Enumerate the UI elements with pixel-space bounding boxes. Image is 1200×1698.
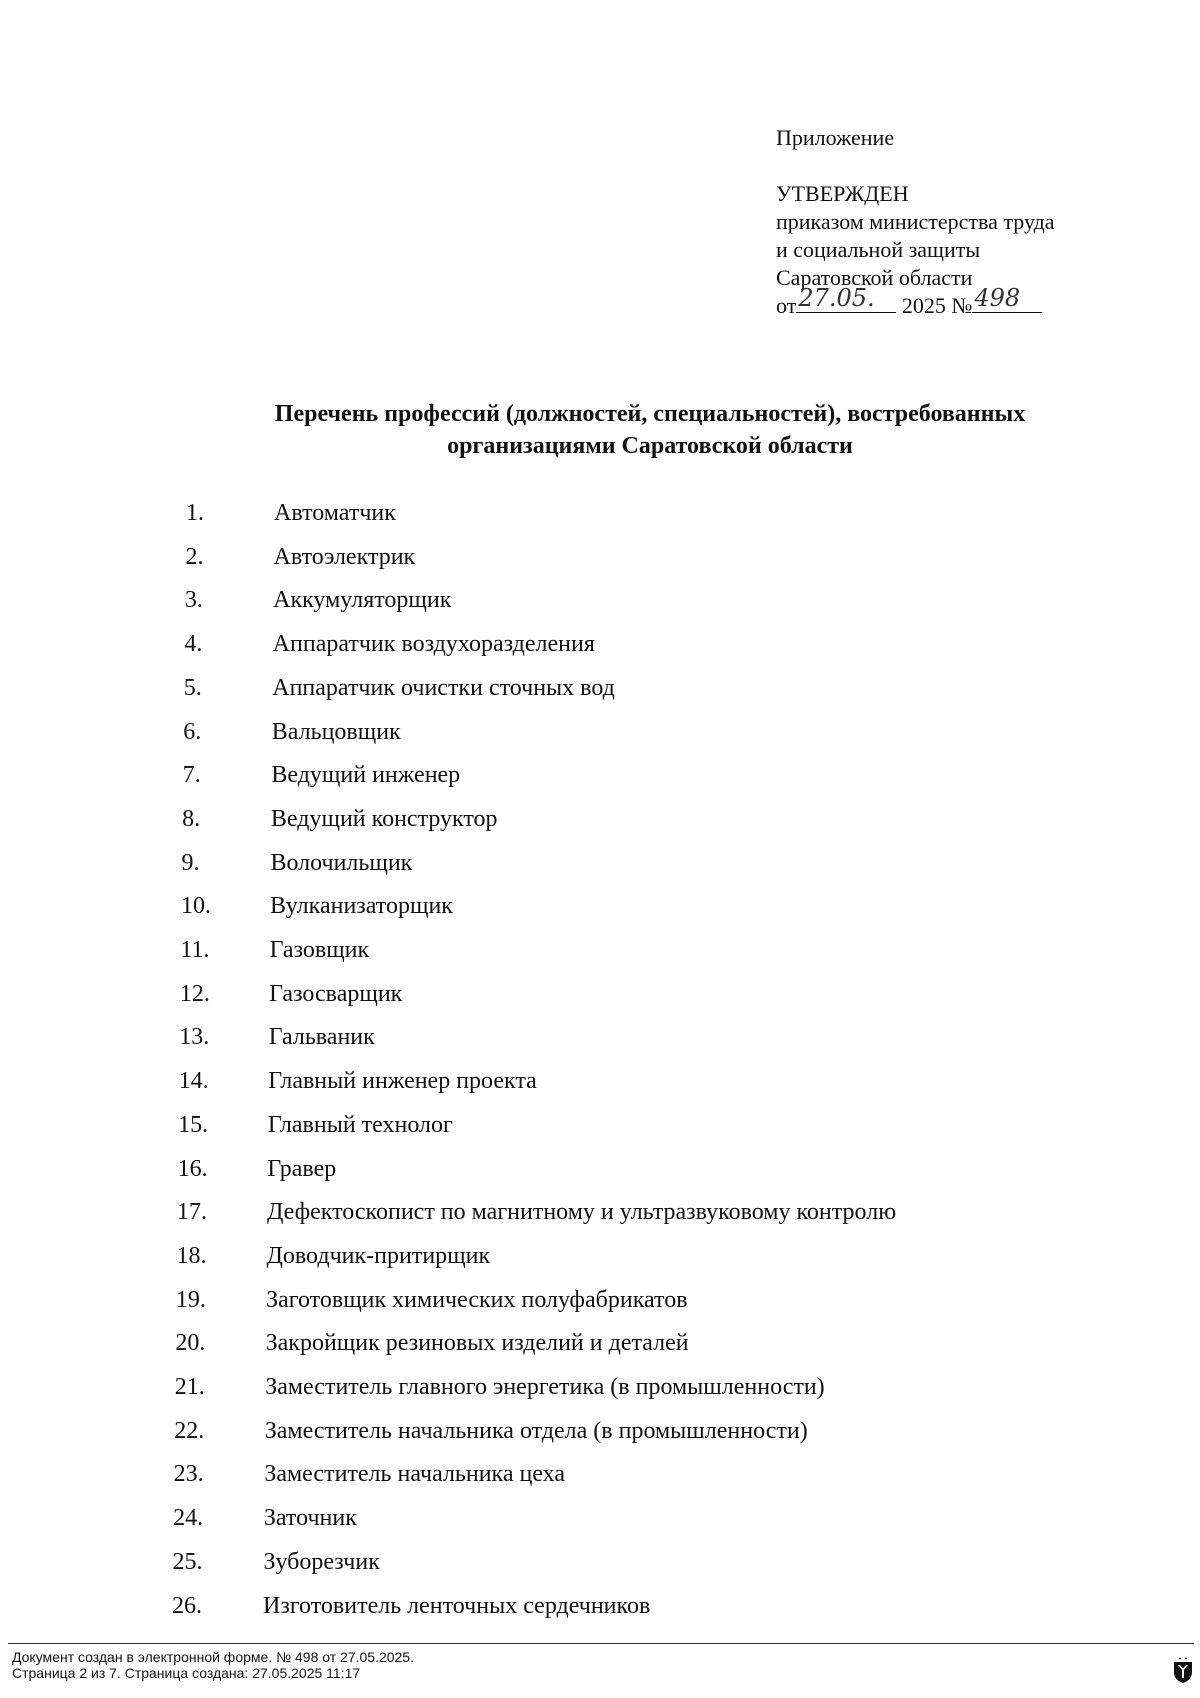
list-item-text: Автоматчик: [274, 500, 396, 526]
list-item-number: 17.: [177, 1199, 208, 1226]
title-line-2: организациями Саратовской области: [447, 433, 853, 459]
number-blank: [972, 284, 1042, 313]
list-item-number: 25.: [172, 1548, 203, 1575]
list-item-number: 6.: [183, 718, 202, 745]
list-item-number: 22.: [174, 1417, 205, 1444]
list-item-text: Аккумуляторщик: [273, 587, 452, 614]
list-item-text: Вальцовщик: [271, 718, 401, 745]
list-item-text: Аппаратчик очистки сточных вод: [272, 674, 615, 701]
list-item-text: Ведущий инженер: [271, 762, 461, 789]
list-item-text: Автоэлектрик: [273, 543, 416, 570]
date-blank: [796, 284, 896, 313]
list-item-number: 11.: [180, 937, 210, 963]
date-prefix: от: [776, 293, 797, 318]
handwritten-number: 498: [974, 284, 1021, 312]
footer-line-2: Страница 2 из 7. Страница создана: 27.05.2025 11:17: [12, 1665, 361, 1681]
list-item-number: 20.: [175, 1330, 206, 1357]
list-item-number: 14.: [178, 1068, 209, 1095]
list-item-text: Аппаратчик воздухоразделения: [272, 631, 595, 658]
list-item-number: 5.: [183, 674, 202, 701]
list-item-text: Главный технолог: [267, 1111, 453, 1138]
list-item-text: Дефектоскопист по магнитному и ультразвуковому контролю: [266, 1199, 897, 1226]
list-item-text: Закройщик резиновых изделий и деталей: [265, 1330, 689, 1357]
number-sign: №: [951, 293, 973, 318]
list-item-number: 24.: [173, 1505, 204, 1532]
list-item-number: 10.: [180, 893, 211, 920]
list-item-text: Волочильщик: [270, 849, 413, 876]
list-item-number: 19.: [175, 1286, 206, 1313]
list-item-number: 12.: [179, 980, 210, 1007]
list-item-number: 26.: [172, 1592, 202, 1619]
list-item-number: 16.: [177, 1155, 208, 1182]
order-line: приказом министерства труда: [776, 209, 1055, 234]
list-item-text: Ведущий конструктор: [270, 805, 498, 832]
list-item-number: 15.: [178, 1111, 209, 1138]
list-item-text: Заместитель главного энергетика (в промышленности): [265, 1374, 825, 1400]
appendix-label: Приложение: [776, 125, 895, 150]
ministry-line: и социальной защиты: [776, 237, 981, 262]
list-item-text: Зуборезчик: [263, 1548, 380, 1575]
list-item-text: Заместитель начальника цеха: [264, 1461, 566, 1488]
list-item-text: Гальваник: [268, 1024, 375, 1051]
list-item-number: 13.: [179, 1024, 210, 1051]
list-item-text: Главный инженер проекта: [268, 1068, 537, 1095]
list-item-text: Доводчик-притирщик: [266, 1242, 491, 1269]
list-item-number: 21.: [174, 1374, 205, 1400]
list-item-text: Заготовщик химических полуфабрикатов: [266, 1286, 688, 1313]
handwritten-date: 27.05.: [798, 284, 875, 312]
list-item-number: 9.: [181, 849, 200, 876]
list-item-text: Газосварщик: [269, 980, 403, 1007]
footer-divider: [8, 1643, 1194, 1644]
list-item-number: 8.: [182, 805, 201, 832]
list-item-number: 3.: [184, 587, 203, 614]
title-line-1: Перечень профессий (должностей, специальностей), востребованных: [274, 401, 1026, 427]
list-item-text: Заместитель начальника отдела (в промышленности): [264, 1417, 808, 1444]
list-item-number: 4.: [184, 631, 203, 658]
list-item-text: Изготовитель ленточных сердечников: [263, 1592, 651, 1619]
region-line: Саратовской области: [776, 265, 973, 290]
list-item-number: 18.: [176, 1242, 207, 1269]
list-item-number: 2.: [185, 543, 204, 570]
list-item-text: Заточник: [263, 1505, 357, 1532]
page-title: [0, 398, 1200, 462]
list-item-number: 23.: [173, 1461, 204, 1488]
order-year: 2025: [901, 293, 946, 318]
list-item-number: 1.: [186, 500, 204, 526]
footer-line-1: Документ создан в электронной форме. № 498 от 27.05.2025.: [12, 1649, 414, 1665]
list-item-text: Вулканизаторщик: [270, 893, 453, 920]
approval-block: [776, 124, 1055, 320]
list-item-number: 7.: [182, 762, 201, 789]
footer-text: [12, 1649, 414, 1681]
list-item-text: Гравер: [267, 1155, 337, 1182]
approved-label: УТВЕРЖДЕН: [776, 181, 909, 206]
coat-of-arms-icon: [1172, 1656, 1194, 1684]
list-item-text: Газовщик: [269, 937, 370, 963]
order-date-line: [776, 284, 1055, 320]
